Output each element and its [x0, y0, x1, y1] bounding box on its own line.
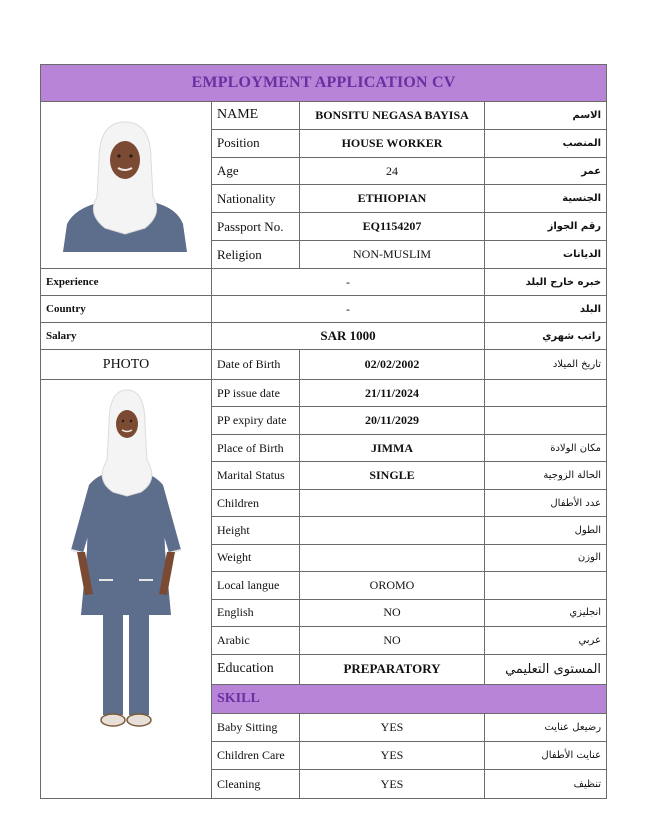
height-label-ar: الطول [485, 517, 607, 544]
weight-value [300, 544, 485, 571]
portrait-photo-cell [41, 102, 212, 269]
english-label-ar: انجليزي [485, 599, 607, 626]
marital-status-label-ar: الحالة الزوجية [485, 462, 607, 489]
height-label: Height [212, 517, 300, 544]
children-value [300, 489, 485, 516]
skill-baby-sitting-value: YES [300, 713, 485, 741]
dob-value: 02/02/2002 [300, 350, 485, 380]
religion-label-ar: الديانات [485, 241, 607, 269]
salary-label-ar: راتب شهري [485, 323, 607, 350]
local-language-value: OROMO [300, 572, 485, 599]
age-label-ar: عمر [485, 157, 607, 185]
passport-label-ar: رقم الجواز [485, 213, 607, 241]
cv-table [40, 64, 607, 799]
nationality-label: Nationality [212, 185, 300, 213]
place-of-birth-value: JIMMA [300, 434, 485, 461]
pp-expiry-label: PP expiry date [212, 407, 300, 434]
pp-issue-label-ar [485, 380, 607, 407]
children-label: Children [212, 489, 300, 516]
age-label: Age [212, 157, 300, 185]
skill-cleaning-value: YES [300, 770, 485, 799]
religion-value: NON-MUSLIM [300, 241, 485, 269]
arabic-label: Arabic [212, 627, 300, 654]
full-body-photo-cell [41, 380, 212, 799]
position-value: HOUSE WORKER [300, 129, 485, 157]
skill-cleaning-label: Cleaning [212, 770, 300, 799]
height-value [300, 517, 485, 544]
dob-label-ar: تاريخ الميلاد [485, 350, 607, 380]
education-label-ar: المستوى التعليمي [485, 654, 607, 685]
age-value: 24 [300, 157, 485, 185]
salary-value: SAR 1000 [212, 323, 485, 350]
photo-label: PHOTO [41, 350, 212, 380]
country-value: - [212, 296, 485, 323]
pp-issue-value: 21/11/2024 [300, 380, 485, 407]
salary-label: Salary [41, 323, 212, 350]
skill-baby-sitting-label: Baby Sitting [212, 713, 300, 741]
cv-sheet [40, 64, 606, 799]
religion-label: Religion [212, 241, 300, 269]
english-value: NO [300, 599, 485, 626]
pp-issue-label: PP issue date [212, 380, 300, 407]
position-label: Position [212, 129, 300, 157]
skill-cleaning-label-ar: تنظيف [485, 770, 607, 799]
pp-expiry-label-ar [485, 407, 607, 434]
education-value: PREPARATORY [300, 654, 485, 685]
dob-label: Date of Birth [212, 350, 300, 380]
experience-value: - [212, 269, 485, 296]
weight-label-ar: الوزن [485, 544, 607, 571]
education-label: Education [212, 654, 300, 685]
skill-children-care-label-ar: عنايت الأطفال [485, 741, 607, 769]
nationality-label-ar: الجنسية [485, 185, 607, 213]
country-label: Country [41, 296, 212, 323]
local-language-label: Local langue [212, 572, 300, 599]
experience-label-ar: خبره خارج البلد [485, 269, 607, 296]
experience-label: Experience [41, 269, 212, 296]
full-body-photo [41, 380, 212, 794]
name-label: NAME [212, 102, 300, 130]
marital-status-label: Marital Status [212, 462, 300, 489]
place-of-birth-label: Place of Birth [212, 434, 300, 461]
cv-title: EMPLOYMENT APPLICATION CV [41, 65, 607, 102]
english-label: English [212, 599, 300, 626]
skill-children-care-value: YES [300, 741, 485, 769]
country-label-ar: البلد [485, 296, 607, 323]
nationality-value: ETHIOPIAN [300, 185, 485, 213]
skill-header: SKILL [212, 685, 607, 713]
place-of-birth-label-ar: مكان الولادة [485, 434, 607, 461]
arabic-value: NO [300, 627, 485, 654]
position-label-ar: المنصب [485, 129, 607, 157]
skill-baby-sitting-label-ar: رضيعل عنايت [485, 713, 607, 741]
portrait-photo [41, 102, 212, 264]
weight-label: Weight [212, 544, 300, 571]
name-value: BONSITU NEGASA BAYISA [300, 102, 485, 130]
passport-value: EQ1154207 [300, 213, 485, 241]
local-language-label-ar [485, 572, 607, 599]
skill-children-care-label: Children Care [212, 741, 300, 769]
children-label-ar: عدد الأطفال [485, 489, 607, 516]
pp-expiry-value: 20/11/2029 [300, 407, 485, 434]
name-label-ar: الاسم [485, 102, 607, 130]
passport-label: Passport No. [212, 213, 300, 241]
arabic-label-ar: عربي [485, 627, 607, 654]
marital-status-value: SINGLE [300, 462, 485, 489]
